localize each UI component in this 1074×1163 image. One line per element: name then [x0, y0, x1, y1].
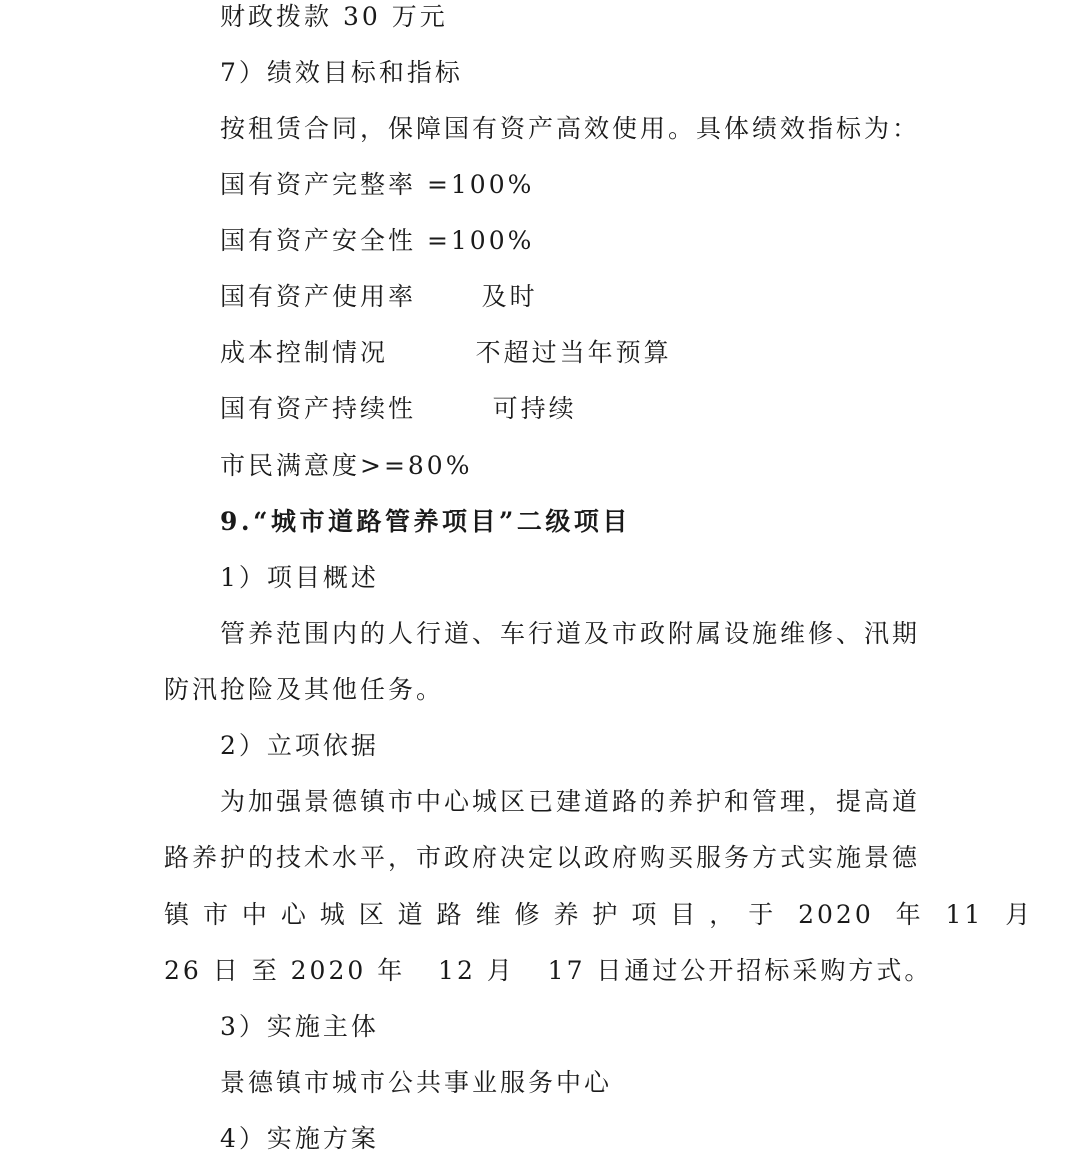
text-line: 3）实施主体 — [220, 1012, 379, 1041]
section-heading: 9.“城市道路管养项目”二级项目 — [220, 507, 631, 536]
text-line: 7）绩效目标和指标 — [220, 58, 463, 87]
text-line: 按租赁合同，保障国有资产高效使用。具体绩效指标为： — [220, 114, 921, 143]
text-line: 市民满意度>=80% — [220, 451, 473, 480]
text-line: 国有资产持续性 可持续 — [220, 394, 577, 423]
text-line: 国有资产使用率 及时 — [220, 282, 538, 311]
text-line: 26 日 至 2020 年 12 月 17 日通过公开招标采购方式。 — [164, 956, 933, 985]
text-line: 成本控制情况 不超过当年预算 — [220, 338, 672, 367]
text-line: 防汛抢险及其他任务。 — [164, 675, 445, 704]
text-line: 景德镇市城市公共事业服务中心 — [220, 1068, 613, 1097]
text-line: 为加强景德镇市中心城区已建道路的养护和管理，提高道 — [220, 787, 921, 816]
text-line: 4）实施方案 — [220, 1124, 379, 1153]
text-line: 财政拨款 30 万元 — [220, 2, 448, 31]
text-line: 国有资产完整率 =100% — [220, 170, 535, 199]
text-line: 路养护的技术水平，市政府决定以政府购买服务方式实施景德 — [164, 843, 921, 872]
text-line: 管养范围内的人行道、车行道及市政附属设施维修、汛期 — [220, 619, 921, 648]
text-line: 国有资产安全性 =100% — [220, 226, 535, 255]
text-line: 镇 市 中 心 城 区 道 路 维 修 养 护 项 目 ， 于 2020 年 11 月 — [164, 900, 1034, 929]
text-line: 1）项目概述 — [220, 563, 379, 592]
text-line: 2）立项依据 — [220, 731, 379, 760]
